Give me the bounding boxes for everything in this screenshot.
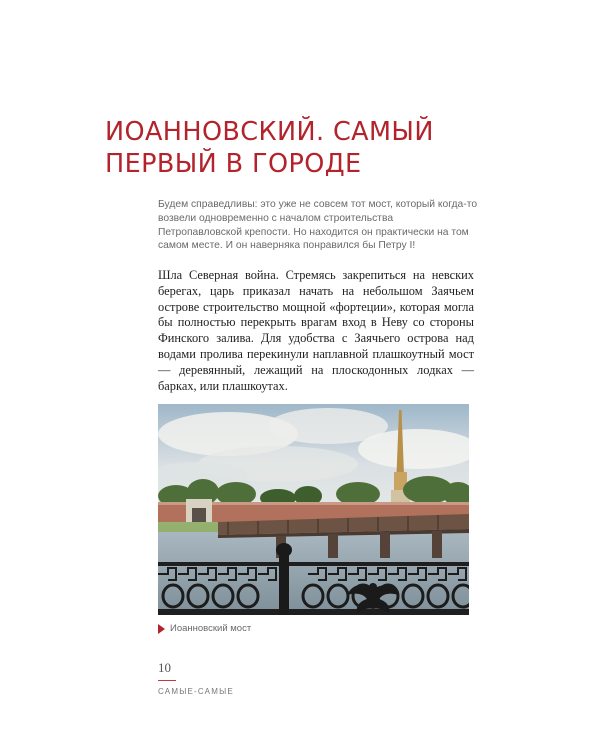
running-footer: САМЫЕ-САМЫЕ [158, 687, 234, 696]
caption-text: Иоанновский мост [170, 623, 252, 634]
footer-divider [158, 680, 176, 681]
intro-text: Будем справедливы: это уже не совсем тот мост, который когда-то возвели одновременно с началом строительства Петропавловской крепости. Но находится он практически на том самом месте. И он наверняка понравился бы Петру I! [158, 199, 478, 252]
bridge-photo-illustration [158, 404, 469, 615]
page-title [105, 116, 525, 180]
page-title-line-2: ПЕРВЫЙ В ГОРОДЕ [105, 149, 362, 179]
bridge-photo [158, 404, 469, 615]
photo-caption [158, 623, 251, 634]
page-title-line-1: ИОАННОВСКИЙ. САМЫЙ [105, 117, 434, 147]
page-number: 10 [158, 660, 171, 675]
body-paragraph: Шла Северная война. Стремясь закрепиться на невских берегах, царь приказал начать на небольшом Заячьем острове строительство мощной «фортеции», которая могла бы полностью перекрыть врагам вход в Неву со стороны Финского залива. Для удобства с Заячьего острова над водами пролива перекинули наплавной плашкоутный мост — деревянный, лежащий на плоскодонных лодках — барках, или плашкоутах. [158, 268, 474, 393]
caption-arrow-icon [158, 624, 165, 634]
